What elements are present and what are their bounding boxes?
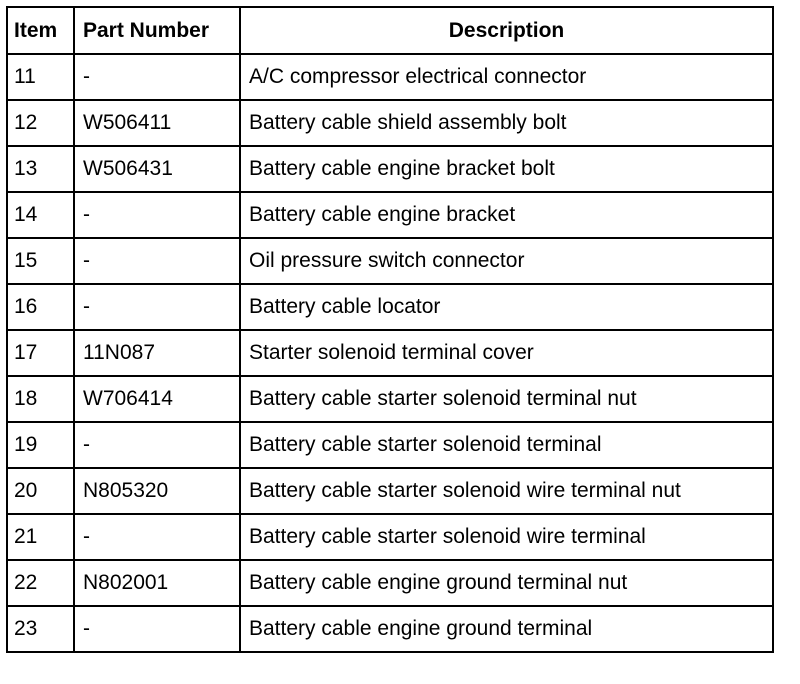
part-number-cell: W506411 — [74, 100, 240, 146]
item-cell: 12 — [7, 100, 74, 146]
part-number-cell: - — [74, 192, 240, 238]
description-cell: Starter solenoid terminal cover — [240, 330, 773, 376]
table-row — [7, 192, 773, 238]
table-row — [7, 606, 773, 652]
item-cell: 17 — [7, 330, 74, 376]
table-row — [7, 284, 773, 330]
item-cell: 18 — [7, 376, 74, 422]
table-row — [7, 560, 773, 606]
description-cell: Battery cable starter solenoid wire terminal — [240, 514, 773, 560]
column-header-description: Description — [240, 7, 773, 54]
column-header-part-number: Part Number — [74, 7, 240, 54]
description-cell: Battery cable shield assembly bolt — [240, 100, 773, 146]
item-cell: 15 — [7, 238, 74, 284]
part-number-cell: - — [74, 284, 240, 330]
table-header-row — [7, 7, 773, 54]
part-number-cell: 11N087 — [74, 330, 240, 376]
part-number-cell: W706414 — [74, 376, 240, 422]
description-cell: Battery cable starter solenoid terminal — [240, 422, 773, 468]
item-cell: 16 — [7, 284, 74, 330]
table-row — [7, 330, 773, 376]
part-number-cell: - — [74, 606, 240, 652]
column-header-item: Item — [7, 7, 74, 54]
item-cell: 14 — [7, 192, 74, 238]
part-number-cell: - — [74, 422, 240, 468]
table-row — [7, 146, 773, 192]
table-row — [7, 100, 773, 146]
part-number-cell: - — [74, 238, 240, 284]
description-cell: Battery cable engine ground terminal — [240, 606, 773, 652]
part-number-cell: N805320 — [74, 468, 240, 514]
description-cell: Oil pressure switch connector — [240, 238, 773, 284]
item-cell: 23 — [7, 606, 74, 652]
table-row — [7, 376, 773, 422]
part-number-cell: W506431 — [74, 146, 240, 192]
table-row — [7, 468, 773, 514]
item-cell: 13 — [7, 146, 74, 192]
part-number-cell: N802001 — [74, 560, 240, 606]
description-cell: A/C compressor electrical connector — [240, 54, 773, 100]
table-row — [7, 54, 773, 100]
item-cell: 19 — [7, 422, 74, 468]
item-cell: 21 — [7, 514, 74, 560]
table-row — [7, 514, 773, 560]
table-row — [7, 238, 773, 284]
description-cell: Battery cable engine bracket bolt — [240, 146, 773, 192]
part-number-cell: - — [74, 54, 240, 100]
item-cell: 22 — [7, 560, 74, 606]
item-cell: 20 — [7, 468, 74, 514]
description-cell: Battery cable starter solenoid terminal nut — [240, 376, 773, 422]
parts-table — [6, 6, 774, 653]
description-cell: Battery cable engine bracket — [240, 192, 773, 238]
table-row — [7, 422, 773, 468]
description-cell: Battery cable engine ground terminal nut — [240, 560, 773, 606]
description-cell: Battery cable locator — [240, 284, 773, 330]
part-number-cell: - — [74, 514, 240, 560]
description-cell: Battery cable starter solenoid wire terminal nut — [240, 468, 773, 514]
item-cell: 11 — [7, 54, 74, 100]
